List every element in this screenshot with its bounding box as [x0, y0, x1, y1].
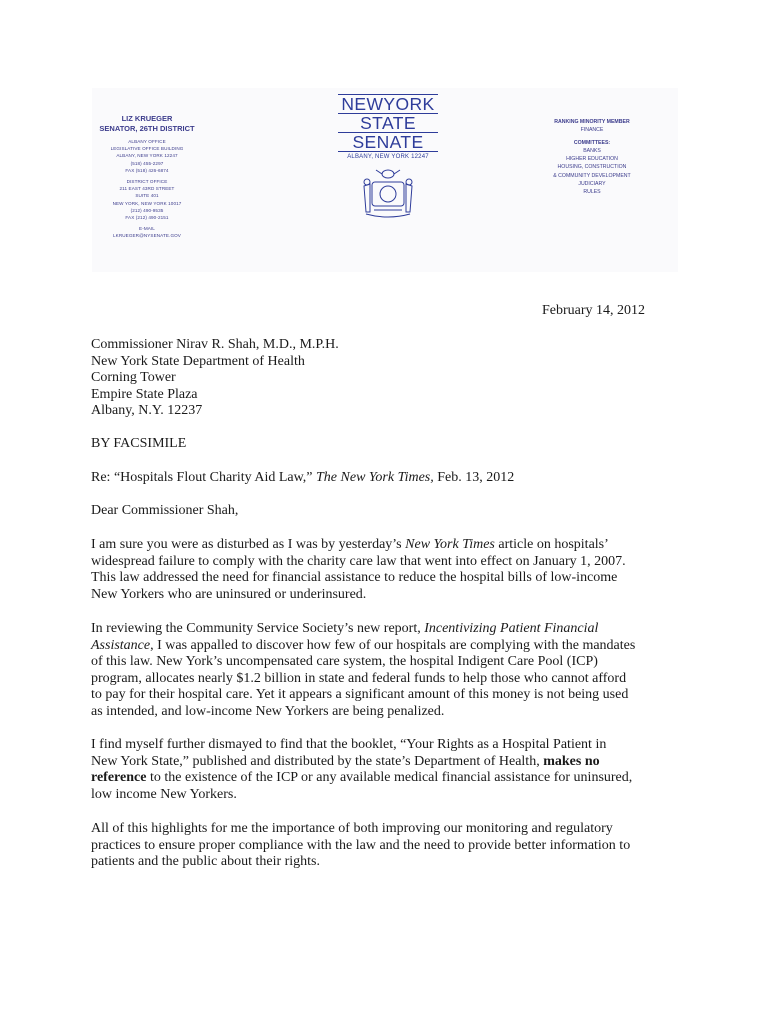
address-line: Albany, N.Y. 12237 [91, 403, 203, 419]
district-office-line: 211 EAST 43RD STREET [119, 186, 175, 192]
text-run: to the existence of the ICP or any available medical financial assistance for uninsured, [146, 770, 633, 786]
text-line: New Yorkers who are uninsured or underinsured. [91, 586, 367, 602]
senate-city: ALBANY, NEW YORK 12247 [347, 154, 429, 160]
senator-district: SENATOR, 26TH DISTRICT [99, 124, 195, 133]
recipient-address [91, 337, 681, 420]
district-office-line: SUITE 401 [135, 193, 159, 199]
text-run-italic: Assistance [91, 637, 151, 653]
text-run-italic: Incentivizing Patient Financial [424, 621, 599, 636]
paragraph-2 [91, 621, 681, 721]
text-run-bold: makes no [543, 753, 600, 769]
text-run-bold: reference [91, 770, 147, 786]
albany-office-line: ALBANY, NEW YORK 12247 [116, 153, 178, 159]
committee-item: JUDICIARY [578, 181, 606, 188]
senator-name: LIZ KRUEGER [121, 114, 173, 123]
senate-title-line: STATE [360, 113, 416, 133]
text-run: , I was appalled to discover how few of our hospitals are complying with the mandates [150, 637, 636, 653]
senate-title-line: NEWYORK [341, 94, 435, 114]
salutation: Dear Commissioner Shah, [91, 503, 239, 518]
paragraph-3 [91, 737, 681, 803]
subject-publication: The New York Times, [316, 470, 434, 485]
text-run: article on hospitals’ [494, 537, 609, 552]
committees-block [532, 118, 652, 197]
senate-seal-block [334, 94, 442, 220]
address-line: Commissioner Nirav R. Shah, M.D., M.P.H. [91, 337, 339, 352]
senate-title-line: SENATE [352, 132, 424, 152]
text-line: low income New Yorkers. [91, 786, 237, 802]
committee-item: BANKS [583, 147, 601, 154]
district-office-line: FAX (212) 490-2151 [125, 215, 169, 221]
text-run-italic: New York Times [405, 537, 495, 552]
text-run: I am sure you were as disturbed as I was by yesterday’s [91, 537, 406, 552]
senator-contact-block [92, 114, 202, 240]
albany-office-line: LEGISLATIVE OFFICE BUILDING [110, 146, 184, 152]
ranking-committee: FINANCE [580, 127, 604, 134]
text-line: as intended, and low-income New Yorkers are being penalized. [91, 703, 445, 719]
text-line: to pay for their hospital care. Yet it appears a significant amount of this money is not being used [91, 687, 629, 703]
letter-date: February 14, 2012 [542, 303, 646, 318]
subject-prefix: Re: “Hospitals Flout Charity Aid Law,” [91, 470, 317, 485]
email-address: LKRUEGER@NYSENATE.GOV [113, 233, 181, 239]
albany-office-line: FAX (518) 426-6874 [125, 167, 169, 173]
committee-item: RULES [583, 189, 601, 196]
albany-office-line: ALBANY OFFICE [128, 139, 166, 144]
delivery-method: BY FACSIMILE [91, 436, 187, 451]
email-label: E-MAIL [139, 226, 155, 232]
text-run: New York State,” published and distributed by the state’s Department of Health, [91, 753, 544, 769]
text-line: practices to ensure proper compliance with the law and the need to provide better information to [91, 837, 631, 853]
text-line: of this law. New York’s uncompensated care system, the hospital Indigent Care Pool (ICP) [91, 654, 598, 670]
text-line: program, allocates nearly $1.2 billion in state and federal funds to help those who cannot afford [91, 670, 627, 686]
text-line: patients and the public about their rights. [91, 854, 321, 870]
paragraph-1 [91, 537, 681, 603]
text-line: All of this highlights for me the importance of both improving our monitoring and regulatory [91, 821, 613, 836]
district-office-line: (212) 490-9535 [130, 207, 164, 213]
address-line: New York State Department of Health [91, 353, 305, 369]
committee-item: HIGHER EDUCATION [566, 156, 618, 163]
ranking-title: RANKING MINORITY MEMBER [554, 119, 630, 125]
address-line: Corning Tower [91, 370, 176, 386]
committee-item: & COMMUNITY DEVELOPMENT [553, 172, 631, 179]
committees-title: COMMITTEES: [573, 139, 611, 146]
paragraph-4 [91, 821, 681, 871]
address-line: Empire State Plaza [91, 386, 198, 402]
albany-office-line: (518) 455-2297 [130, 160, 164, 166]
district-office-line: DISTRICT OFFICE [126, 179, 168, 185]
text-line: I find myself further dismayed to find that the booklet, “Your Rights as a Hospital Patient in [91, 737, 607, 752]
letterhead [92, 88, 678, 272]
text-line: This law addressed the need for financial assistance to reduce the hospital bills of low-income [91, 570, 618, 586]
text-run: In reviewing the Community Service Society’s new report, [91, 621, 425, 636]
text-line: widespread failure to comply with the charity care law that went into effect on January 1, 2007. [91, 553, 626, 569]
committee-item: HOUSING, CONSTRUCTION [557, 164, 627, 171]
subject-line [91, 470, 681, 487]
subject-date: Feb. 13, 2012 [433, 470, 515, 485]
district-office-line: NEW YORK, NEW YORK 10017 [112, 200, 182, 206]
state-seal-icon [360, 166, 416, 220]
